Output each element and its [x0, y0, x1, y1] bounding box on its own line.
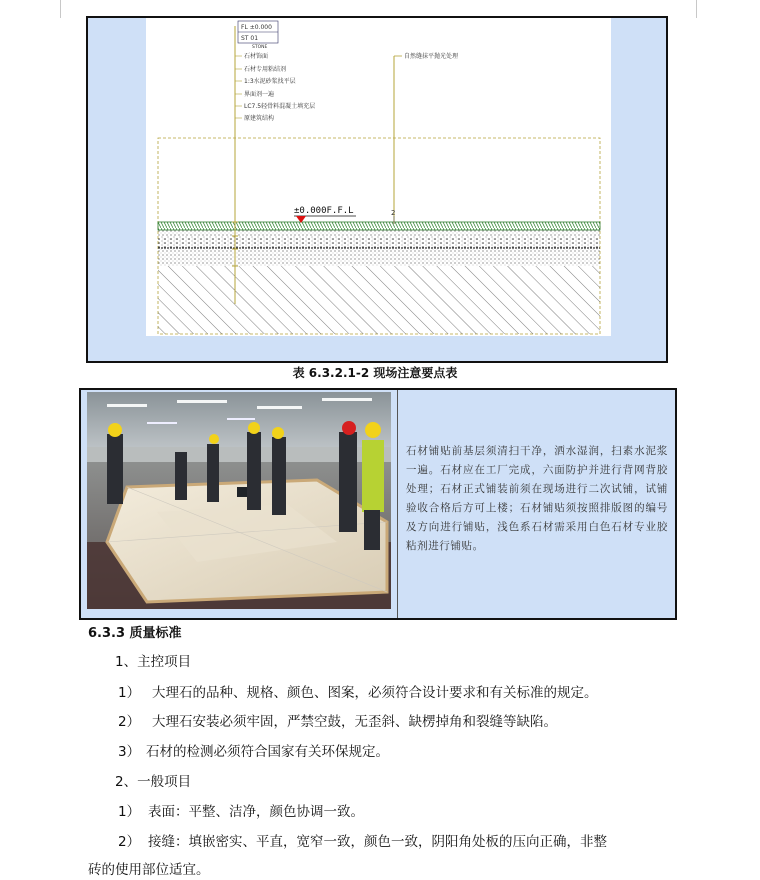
main-item-1-num: 1） — [118, 685, 141, 701]
table-divider — [397, 390, 398, 618]
page-edge-left — [60, 0, 61, 18]
main-item-2-num: 2） — [118, 714, 141, 730]
callout-4: LC7.5轻骨料混凝土填充层 — [244, 103, 316, 110]
filler-layer — [158, 249, 600, 266]
general-item-1-text: 表面：平整、洁净，颜色协调一致。 — [148, 804, 364, 820]
site-photo-image — [87, 392, 391, 609]
main-item-1-text: 大理石的品种、规格、颜色、图案，必须符合设计要求和有关标准的规定。 — [152, 685, 598, 701]
right-note: 自然缝抹平抛光处理 — [404, 53, 459, 60]
general-item-2-continuation: 砖的使用部位适宜。 — [88, 862, 210, 878]
general-item-2 — [118, 830, 607, 850]
mortar-layer — [158, 236, 600, 248]
adhesive-layer — [158, 230, 600, 236]
site-notes-table — [79, 388, 677, 620]
main-item-3-text: 石材的检测必须符合国家有关环保规定。 — [146, 744, 389, 760]
main-item-2-text: 大理石安装必须牢固，严禁空鼓，无歪斜、缺楞掉角和裂缝等缺陷。 — [152, 714, 557, 730]
main-item-2 — [118, 710, 557, 730]
main-item-1 — [118, 681, 598, 701]
general-item-1-num: 1） — [118, 804, 141, 820]
main-item-3 — [118, 740, 389, 760]
callout-2: 1:3水泥砂浆找平层 — [244, 78, 296, 85]
general-item-1 — [118, 800, 364, 820]
page-edge-right — [696, 0, 697, 18]
elevation-label: ±0.000F.F.L — [294, 206, 354, 216]
callout-1: 石材专用粘结剂 — [244, 66, 287, 73]
marker-number: 2 — [391, 209, 396, 217]
main-items-heading: 1、主控项目 — [115, 654, 192, 670]
callout-5: 原建筑结构 — [244, 115, 275, 122]
section-title: 6.3.3 质量标准 — [88, 626, 182, 641]
callout-3: 界面剂一遍 — [244, 91, 275, 98]
tag-st: ST 01 — [241, 35, 259, 42]
tag-stone: STONE — [252, 45, 268, 50]
stone-layer — [158, 222, 600, 230]
drawing-sheet — [146, 18, 611, 336]
general-items-heading: 2、一般项目 — [115, 774, 192, 790]
tag-fl: FL ±0.000 — [241, 24, 272, 31]
general-item-2-num: 2） — [118, 834, 141, 850]
structure-layer — [158, 266, 600, 334]
main-item-3-num: 3） — [118, 744, 141, 760]
floor-section-drawing — [146, 18, 611, 336]
table-caption: 表 6.3.2.1-2 现场注意要点表 — [292, 366, 458, 380]
site-notes-text: 石材铺贴前基层须清扫干净，洒水湿润，扫素水泥浆一遍。石材应在工厂完成，六面防护并进行背网背胶处理；石材正式铺装前须在现场进行二次试铺，试铺验收合格后方可上楼；石材铺贴须按照排版图的编号及方向进行铺贴，浅色系石材需采用白色石材专业胶粘剂进行铺贴。 — [406, 445, 668, 552]
general-item-2-text: 接缝：填嵌密实、平直，宽窄一致，颜色一致，阴阳角处板的压向正确，非整 — [148, 834, 607, 850]
site-photo — [87, 392, 391, 609]
construction-drawing — [86, 16, 668, 363]
callout-0: 石材饰面 — [244, 53, 269, 60]
callout-list — [235, 52, 315, 122]
